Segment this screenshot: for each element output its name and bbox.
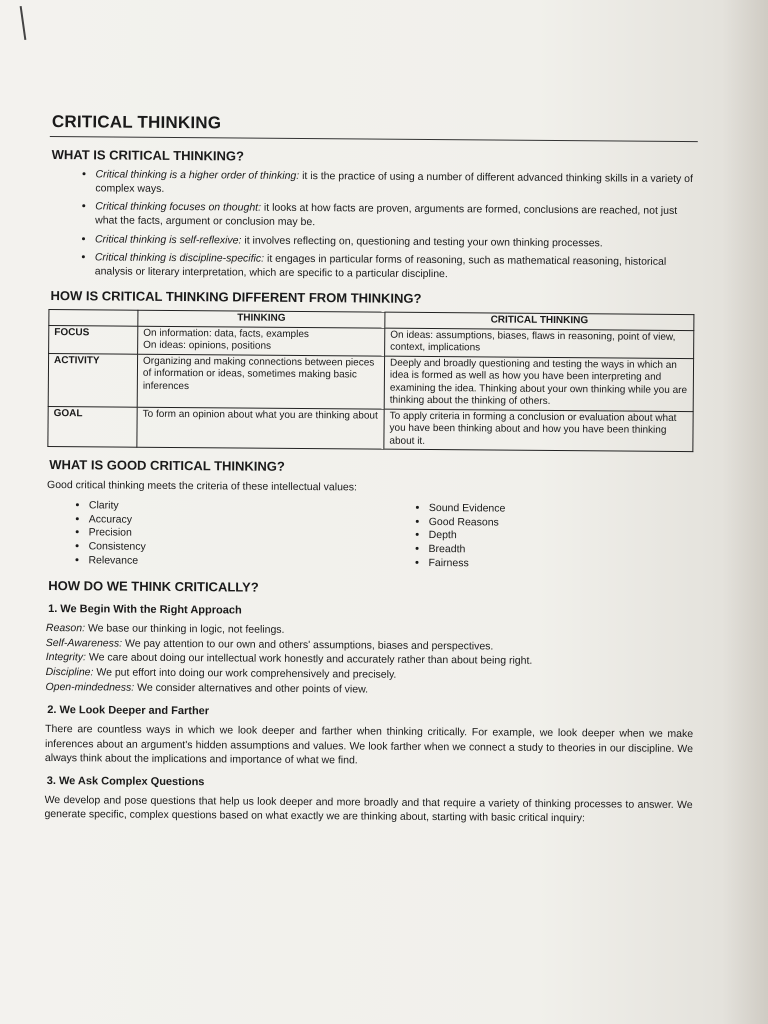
section-heading-good: WHAT IS GOOD CRITICAL THINKING? bbox=[49, 457, 285, 475]
table-header-critical: CRITICAL THINKING bbox=[385, 313, 694, 331]
approach-list bbox=[45, 621, 694, 700]
list-item: • Depth bbox=[429, 529, 506, 543]
list-item: • Breadth bbox=[429, 543, 506, 557]
document-body bbox=[44, 112, 698, 830]
row-label: FOCUS bbox=[49, 325, 138, 354]
list-item: Reason: We base our thinking in logic, not feelings. bbox=[45, 621, 285, 636]
table-cell: To form an opinion about what you are thinking about bbox=[137, 407, 384, 449]
list-item: • Good Reasons bbox=[429, 516, 506, 530]
list-item: • Relevance bbox=[88, 554, 388, 570]
table-header-blank bbox=[49, 310, 138, 326]
table-cell: Deeply and broadly questioning and testing the ways in which an idea is formed as well as how you have been interpreting and examining the idea. Thinking about your own thinking while you are thinking about the thinking of others. bbox=[384, 356, 693, 411]
table-header-thinking: THINKING bbox=[138, 311, 385, 328]
table-row bbox=[48, 406, 693, 452]
table-cell: On ideas: assumptions, biases, flaws in reasoning, point of view, context, implications bbox=[385, 328, 694, 358]
list-item: • Consistency bbox=[89, 541, 389, 557]
table-cell: On information: data, facts, examples On ideas: opinions, positions bbox=[138, 326, 385, 356]
subheading-deeper: 2. We Look Deeper and Farther bbox=[47, 704, 210, 718]
list-item: • Sound Evidence bbox=[429, 502, 506, 516]
row-label: GOAL bbox=[48, 406, 137, 447]
values-list-left bbox=[46, 499, 389, 571]
list-item: • Critical thinking focuses on thought: it looks at how facts are proven, arguments are formed, conclusions are reached, not just what the facts, argument or conclusion may be. bbox=[95, 201, 697, 233]
list-item: • Critical thinking is self-reflexive: it involves reflecting on, questioning and testing your own thinking processes. bbox=[95, 233, 697, 251]
list-item: Discipline: We put effort into doing our work comprehensively and precisely. bbox=[45, 665, 397, 681]
section-heading-difference: HOW IS CRITICAL THINKING DIFFERENT FROM THINKING? bbox=[50, 288, 422, 307]
page-title: CRITICAL THINKING bbox=[51, 112, 222, 133]
values-intro: Good critical thinking meets the criteria of these intellectual values: bbox=[47, 479, 358, 494]
subheading-approach: 1. We Begin With the Right Approach bbox=[48, 602, 242, 617]
section-heading-what-is: WHAT IS CRITICAL THINKING? bbox=[51, 147, 245, 164]
values-list-right bbox=[388, 501, 505, 571]
list-item: • Critical thinking is a higher order of thinking: it is the practice of using a number of different advanced thinking skills in a variety of complex ways. bbox=[95, 168, 697, 200]
subheading-questions: 3. We Ask Complex Questions bbox=[46, 774, 205, 789]
row-label: ACTIVITY bbox=[48, 353, 137, 407]
table-cell: To apply criteria in forming a conclusion or evaluation about what you have been thinking about and how you have been thinking about it. bbox=[384, 409, 693, 452]
list-item: • Fairness bbox=[428, 557, 505, 571]
list-item: Self-Awareness: We pay attention to our own and others' assumptions, biases and perspectives. bbox=[45, 636, 494, 653]
title-rule bbox=[50, 136, 698, 142]
list-item: • Precision bbox=[89, 527, 389, 543]
table-row bbox=[48, 353, 693, 411]
table-cell: Organizing and making connections between pieces of information or ideas, sometimes making basic inferences bbox=[137, 354, 384, 409]
paragraph-deeper: There are countless ways in which we look deeper and farther when thinking critically. For example, we look deeper when we make inferences about an argument's hidden assumptions and values. We look farther when we connect a study to theories in our discipline. We always think about the implications and importance of what we find. bbox=[44, 723, 694, 767]
paragraph-questions: We develop and pose questions that help us look deeper and more broadly and that require a variety of thinking processes to answer. We generate specific, complex questions based on what exactly we are thinking about, starting with basic critical inquiry: bbox=[44, 793, 693, 825]
pen-mark bbox=[20, 6, 27, 40]
comparison-table bbox=[47, 309, 694, 452]
section-heading-how: HOW DO WE THINK CRITICALLY? bbox=[48, 577, 259, 595]
definition-list bbox=[49, 168, 698, 284]
list-item: • Critical thinking is discipline-specific: it engages in particular forms of reasoning, such as mathematical reasoning, historical analysis or literary interpretation, which are specific to a particular discipline. bbox=[95, 252, 697, 284]
list-item: • Accuracy bbox=[89, 513, 389, 529]
values-columns bbox=[46, 499, 695, 573]
list-item: • Clarity bbox=[89, 499, 389, 515]
list-item: Integrity: We care about doing our intellectual work honestly and accurately rather than about being right. bbox=[45, 651, 533, 668]
list-item: Open-mindedness: We consider alternatives and other points of view. bbox=[45, 680, 369, 696]
